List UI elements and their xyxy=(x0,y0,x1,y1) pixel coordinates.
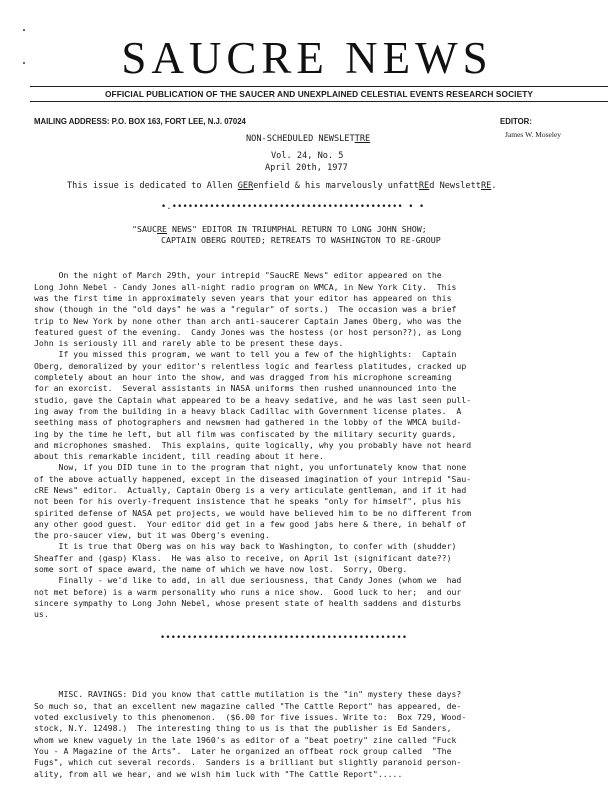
text-line: featured guest of the evening. Candy Jones was the hostess (or host person??), as Long xyxy=(34,326,462,337)
dedication-underline: RE xyxy=(480,181,492,191)
text-line: ing by the time he left, but all film was confiscated by the military security guards, xyxy=(34,428,457,439)
masthead-rule-bottom xyxy=(30,101,608,102)
text-line: whom we knew vaguely in the late 1960's as editor of a "beat poetry" zine called "Fuck xyxy=(34,734,457,745)
editor-name: James W. Moseley xyxy=(505,130,562,139)
text-line: trip to New York by none other than arch anti-saucerer Captain James Oberg, who was the xyxy=(34,315,462,326)
headline-text: NEWS" EDITOR IN TRIUMPHAL RETURN TO LONG JOHN SHOW; xyxy=(166,224,427,234)
dedication-text: This issue is dedicated to Allen xyxy=(67,181,238,191)
separator-middle: •••••••••••••••••••••••••••••••••••••••••••••• xyxy=(160,633,408,643)
text-line: Finally - we'd like to add, in all due seriousness, that Candy Jones (whom we had xyxy=(34,575,462,586)
text-line: So much so, that an excellent new magazine called "The Cattle Report" has appeared, de- xyxy=(34,700,462,711)
text-line: If you missed this program, we want to tell you a few of the highlights: Captain xyxy=(34,349,457,360)
text-line: us. xyxy=(34,609,49,620)
text-line: sincere sympathy to Long John Nebel, whose present state of health saddens and disturbs xyxy=(34,597,462,608)
newsletter-type-text: NON-SCHEDULED NEWSLET xyxy=(246,134,355,144)
text-line: not met before) is a warm personality who runs a nice show. Good luck to her; and our xyxy=(34,586,462,597)
text-line: was the first time in approximately seven years that your editor has appeared on this xyxy=(34,292,452,303)
mailing-address: MAILING ADDRESS: P.O. BOX 163, FORT LEE, N.J. 07024 xyxy=(34,117,246,126)
text-line: voted exclusively to this phenomenon. ($6.00 for five issues. Write to: Box 729, Wood- xyxy=(34,711,467,722)
dedication-underline: RE xyxy=(418,181,430,191)
text-line: spirited defense of NASA pet projects, we would have believed him to be no different from xyxy=(34,507,472,518)
text-line: Oberg, demoralized by your editor's relentless logic and fearless platitudes, cracked up xyxy=(34,360,467,371)
newsletter-type xyxy=(246,134,370,145)
text-line: show (though in the "old days" he was a "regular" of sorts.) The occasion was a brief xyxy=(34,304,457,315)
text-line: Long John Nebel - Candy Jones all-night radio program on WMCA, in New York City. This xyxy=(34,281,457,292)
text-line: stock, N.Y. 12498.) The interesting thing to us is that the publisher is Ed Sanders, xyxy=(34,723,452,734)
dedication-text: enfield & his marvelously unfatt xyxy=(253,181,419,191)
newsletter-type-underlined: TRE xyxy=(354,134,371,144)
dedication-underline: GER xyxy=(237,181,254,191)
margin-speck xyxy=(23,29,25,31)
text-line: You - A Magazine of the Arts". Later he organized an offbeat rock group called "The xyxy=(34,745,452,756)
headline-line-2: CAPTAIN OBERG ROUTED; RETREATS TO WASHINGTON TO RE-GROUP xyxy=(161,235,441,245)
text-line: about this remarkable incident, till reading about it here. xyxy=(34,451,324,462)
paragraph-6 xyxy=(34,678,594,791)
text-line: some sort of space award, the name of which we have now lost. Sorry, Oberg. xyxy=(34,563,408,574)
dedication-text: . xyxy=(491,181,497,191)
text-line: On the night of March 29th, your intrepid "SaucRE News" editor appeared on the xyxy=(34,270,442,281)
text-line: Now, if you DID tune in to the program that night, you unfortunately know that none xyxy=(34,462,467,473)
text-line: and microphones smashed. This explains, quite logically, why you probably have not heard xyxy=(34,439,472,450)
paragraph-5 xyxy=(34,564,594,632)
headline-text: "SAUC xyxy=(132,224,157,234)
text-line: studio, gave the Captain what appeared to be a heavy sedative, and he was last seen pull- xyxy=(34,394,472,405)
text-line: completely about an hour into the show, and was dragged from his microphone screaming xyxy=(34,371,452,382)
text-line: ing away from the building in a heavy black Cadillac with Government license plates. A xyxy=(34,405,462,416)
issue-volume: Vol. 24, No. 5 xyxy=(271,151,344,161)
text-line: seething mass of photographers and newsmen had gathered in the lobby of the WMCA build- xyxy=(34,417,462,428)
issue-date: April 20th, 1977 xyxy=(265,163,348,173)
text-line: Fugs", which cut several records. Sanders is a brilliant but slightly paranoid person- xyxy=(34,757,462,768)
dedication-line xyxy=(67,181,497,192)
text-line: any other good guest. Your editor did get in a few good jabs here & there, in behalf of xyxy=(34,518,467,529)
text-line: of the above actually happened, except in the diseased imagination of your intrepid "Sau- xyxy=(34,473,472,484)
society-subtitle: OFFICIAL PUBLICATION OF THE SAUCER AND UNEXPLAINED CELESTIAL EVENTS RESEARCH SOCIETY xyxy=(104,89,534,99)
masthead-title: SAUCRE NEWS xyxy=(121,33,493,83)
text-line: ality, from all we hear, and we wish him luck with "The Cattle Report"..... xyxy=(34,768,403,779)
text-line: cRE News" editor. Actually, Captain Oberg is a very articulate gentleman, and if it had xyxy=(34,484,467,495)
headline-underline: RE xyxy=(156,224,167,234)
text-line: not been for his overly-frequent insistence that he speaks "only for himself", plus his xyxy=(34,496,462,507)
text-line: MISC. RAVINGS: Did you know that cattle mutilation is the "in" mystery these days? xyxy=(34,689,462,700)
text-line: Sheaffer and (gasp) Klass. He was also to receive, on April 1st (significant date??) xyxy=(34,552,452,563)
text-line: for an exorcist. Several assistants in NASA uniforms then rushed unannounced into the xyxy=(34,383,457,394)
text-line: John is seriously ill and rarely able to be present these days. xyxy=(34,338,344,349)
text-line: the pro-saucer view, but it was Oberg's evening. xyxy=(34,530,270,541)
headline-line-1 xyxy=(132,224,427,235)
dedication-text: d Newslett xyxy=(429,181,481,191)
text-line: It is true that Oberg was on his way back to Washington, to confer with (shudder) xyxy=(34,541,457,552)
editor-label: EDITOR: xyxy=(500,117,532,126)
separator-top: •.••••••••••••••••••••••••••••••••••••••••••• • • xyxy=(161,202,425,212)
